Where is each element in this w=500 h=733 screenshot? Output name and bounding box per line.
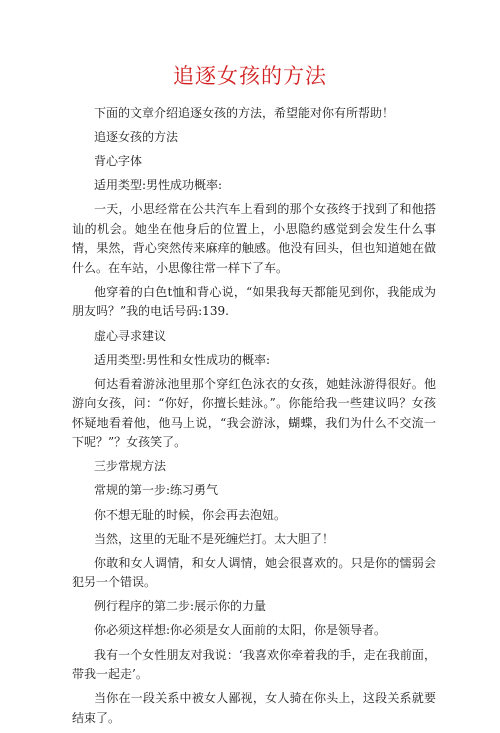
paragraph: 追逐女孩的方法 [94,130,179,145]
paragraph: 我有一个女性朋友对我说：‘我喜欢你牵着我的手，走在我前面，带我一起走’。 [72,647,436,681]
paragraph: 例行程序的第二步:展示你的力量 [94,599,267,614]
paragraph: 他穿着的白色t恤和背心说，“如果我每天都能见到你，我能成为朋友吗？”我的电话号码:139. [72,284,436,319]
paragraph: 你必须这样想:你必须是女人面前的太阳，你是领导者。 [94,623,387,638]
paragraph: 下面的文章介绍追逐女孩的方法，希望能对你有所帮助！ [94,106,395,120]
paragraph: 何达看着游泳池里那个穿红色泳衣的女孩，她蛙泳游得很好。他游向女孩，问：“你好，你擅长蛙泳。”。你能给我一些建议吗？女孩怀疑地看着他，他马上说，“我会游泳，蝴蝶，我们为什么不交流一下呢？”？女孩笑了。 [72,376,436,450]
paragraph: 一天，小思经常在公共汽车上看到的那个女孩终于找到了和他搭讪的机会。她坐在他身后的位置上，小思隐约感觉到会发生什么事情，果然，背心突然传来麻痒的触感。他没有回头，但也知道她在做什么。在车站，小思像往常一样下了车。 [72,202,436,275]
document-title: 追逐女孩的方法 [173,64,327,88]
paragraph: 虚心寻求建议 [94,328,167,343]
paragraph: 背心字体 [94,154,143,169]
paragraph: 你不想无耻的时候，你会再去泡妞。 [94,507,287,522]
paragraph: 你敢和女人调情，和女人调情，她会很喜欢的。只是你的懦弱会犯另一个错误。 [72,555,436,590]
document-body [72,104,436,733]
paragraph: 三步常规方法 [94,459,167,474]
paragraph: 当你在一段关系中被女人鄙视，女人骑在你头上，这段关系就要结束了。 [72,691,436,725]
paragraph: 适用类型:男性和女性成功的概率: [94,352,271,367]
paragraph: 当然，这里的无耻不是死缠烂打。太大胆了！ [94,531,335,546]
paragraph: 适用类型:男性成功概率: [94,178,223,193]
paragraph: 常规的第一步:练习勇气 [94,483,219,498]
